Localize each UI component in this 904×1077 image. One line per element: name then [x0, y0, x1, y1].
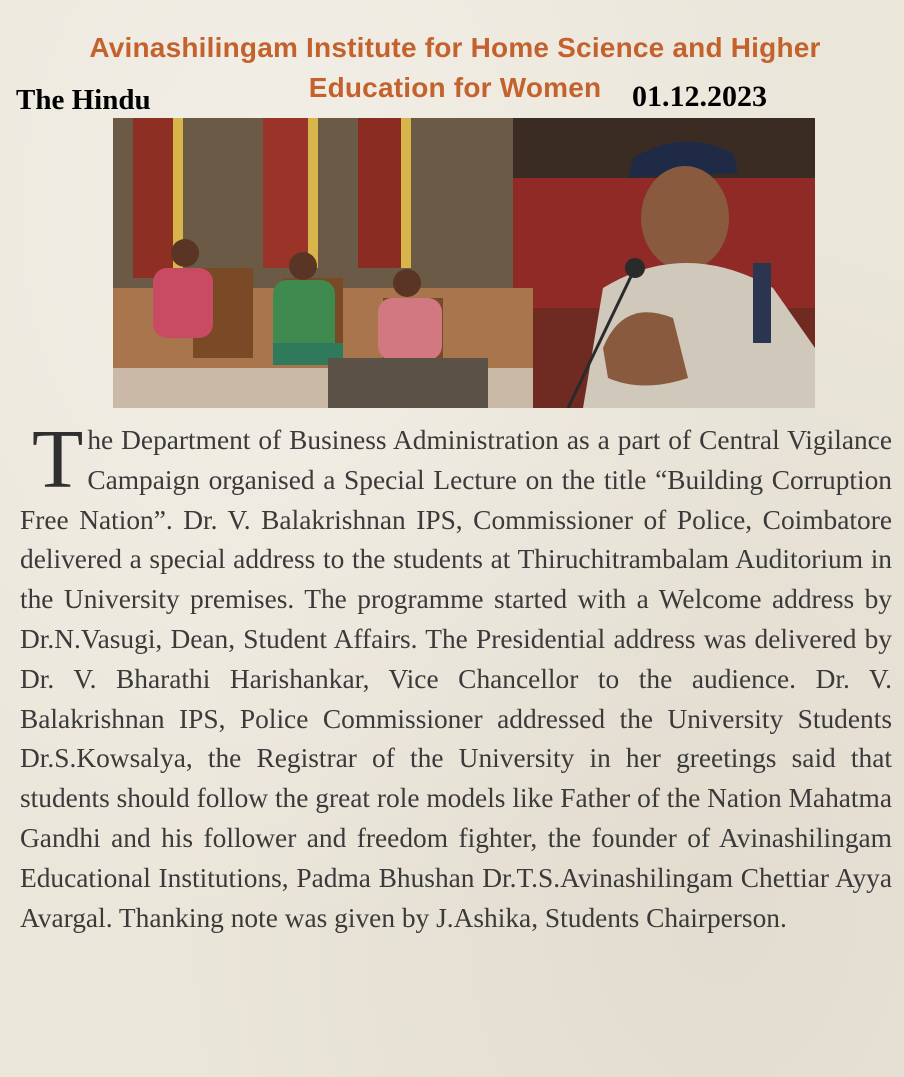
headline-line-1: Avinashilingam Institute for Home Science and Higher: [89, 32, 821, 63]
publication-date: 01.12.2023: [632, 80, 767, 113]
article-body: [20, 413, 892, 938]
newspaper-source: The Hindu: [16, 84, 151, 116]
headline-line-2: Education for Women: [308, 72, 602, 103]
drop-cap: T: [32, 413, 84, 506]
article-text: he Department of Business Administration as a part of Central Vigilance Campaign organised a Special Lecture on the title “Building Corruption Free Nation”. Dr. V. Balakrishnan IPS, Commissioner of Police, Coimbatore delivered a special address to the students at Thiruchitrambalam Auditorium in the University premises. The programme started with a Welcome address by Dr.N.Vasugi, Dean, Student Affairs. The Presidential address was delivered by Dr. V. Bharathi Harishankar, Vice Chancellor to the audience. Dr. V. Balakrishnan IPS, Police Commissioner addressed the University Students Dr.S.Kowsalya, the Registrar of the University in her greetings said that students should follow the great role models like Father of the Nation Mahatma Gandhi and his follower and freedom fighter, the founder of Avinashilingam Educational Institutions, Padma Bhushan Dr.T.S.Avinashilingam Chettiar Ayya Avargal. Thanking note was given by J.Ashika, Students Chairperson.: [20, 425, 892, 933]
article-paragraph: [20, 413, 892, 938]
event-photo-illustration: [113, 118, 815, 408]
event-photo: [113, 118, 815, 408]
